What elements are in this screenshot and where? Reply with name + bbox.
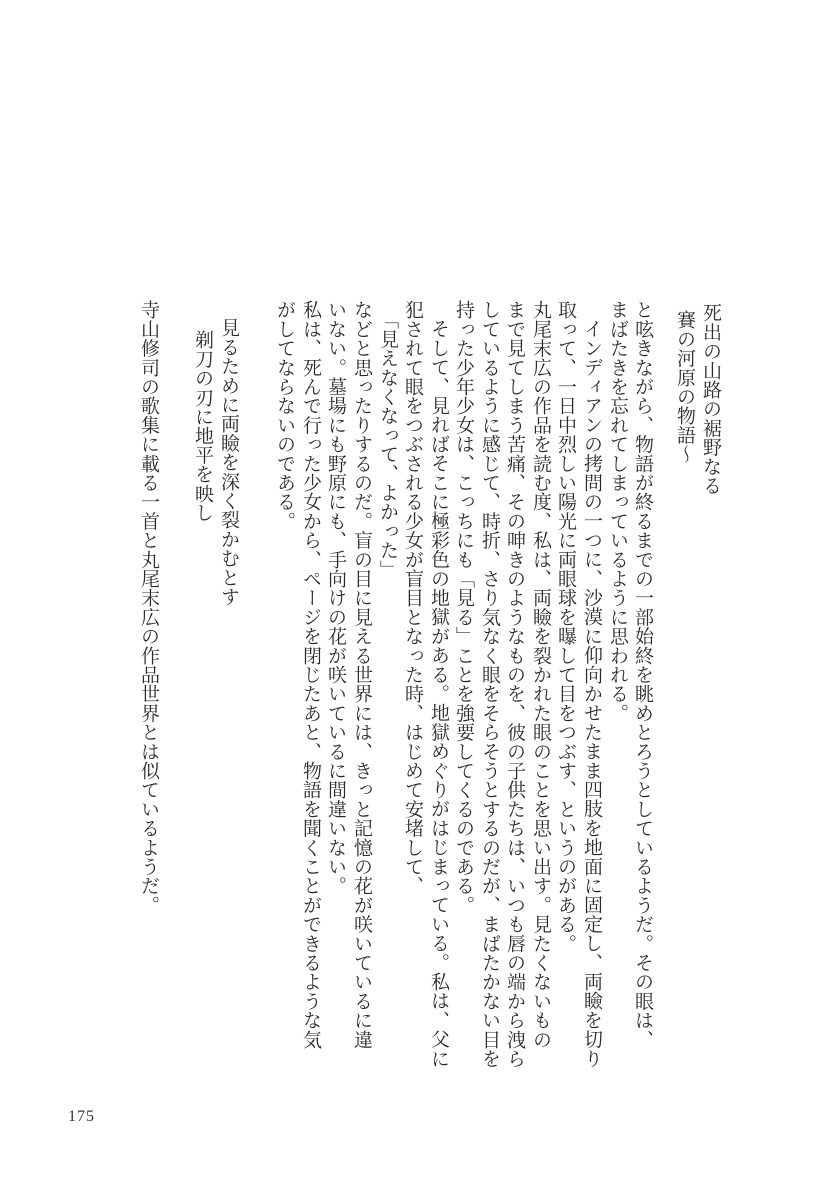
body-line: 持った少年少女は、こっちにも「見る」ことを強要してくるのである。 <box>453 300 475 915</box>
body-line: まで見てしまう苦痛、その呻きのようなものを、彼の子供たちは、いつも唇の端から洩ら <box>504 300 526 1068</box>
page-number: 175 <box>68 1108 95 1125</box>
verse-line: 剃刀の刃に地平を映し <box>192 330 214 522</box>
body-line: 犯されて眼をつぶされる少女が盲目となった時、はじめて安堵して、 <box>402 300 424 896</box>
body-line: 私は、死んで行った少女から、ページを閉じたあと、物語を聞くことができるような気 <box>300 300 322 1049</box>
body-line: と呟きながら、物語が終るまでの一部始終を眺めとろうとしているようだ。その眼は、 <box>632 300 654 1049</box>
body-line: などと思ったりするのだ。盲の目に見える世界には、きっと記憶の花が咲いているに違 <box>351 300 373 1049</box>
body-line: まばたきを忘れてしまっているように思われる。 <box>607 300 629 723</box>
epigraph-line: 賽の河原の物語〜 <box>674 310 696 464</box>
body-line: しているように感じて、時折、さり気なく眼をそらそうとするのだが、まばたかない目を <box>479 300 501 1068</box>
body-line: がしてならないのである。 <box>274 300 296 531</box>
body-line: 取って、一日中烈しい陽光に両眼球を曝して目をつぶす、というのがある。 <box>555 300 577 953</box>
verse-line: 見るために両瞼を深く裂かむとす <box>218 318 240 606</box>
body-line: 丸尾末広の作品を読む度、私は、両瞼を裂かれた眼のことを思い出す。見たくないもの <box>530 300 552 1049</box>
body-line: 「見えなくなって、よかった」 <box>377 310 399 579</box>
epigraph-line: 死出の山路の裾野なる <box>700 303 722 495</box>
body-line: いない。墓場にも野原にも、手向けの花が咲いているに間違いない。 <box>325 300 347 896</box>
body-line: そして、見ればそこに極彩色の地獄がある。地獄めぐりがはじまっている。私は、父に <box>428 319 450 1068</box>
body-line: インディアンの拷問の一つに、沙漠に仰向かせたまま四肢を地面に固定し、両瞼を切り <box>581 319 603 1068</box>
closing-line: 寺山修司の歌集に載る一首と丸尾末広の作品世界とは似ているようだ。 <box>138 300 160 915</box>
